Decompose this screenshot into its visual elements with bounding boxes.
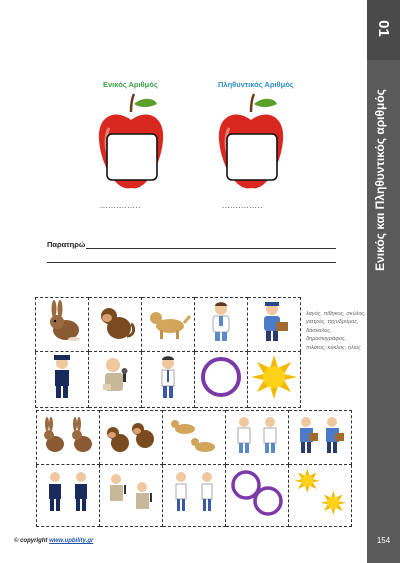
reporters-icon: [100, 465, 162, 521]
dogs-icon: [163, 411, 225, 459]
writing-line-2: [47, 262, 336, 263]
pilots-icon: [37, 465, 99, 521]
cell-rabbits: [37, 411, 100, 465]
cell-pilots: [37, 465, 100, 527]
postmen-icon: [289, 411, 351, 459]
doctor-icon: [195, 298, 247, 346]
plural-heading: Πληθυντικός Αριθμός: [218, 80, 294, 89]
cell-teachers: [163, 465, 226, 527]
cell-circle: [195, 352, 248, 408]
plural-answer-blank: ...............: [222, 201, 263, 210]
cell-postman: [248, 298, 301, 352]
cell-circles: [226, 465, 289, 527]
pilot-icon: [36, 352, 88, 402]
writing-line-1: [86, 248, 336, 249]
cell-suns: [289, 465, 352, 527]
postman-icon: [248, 298, 300, 346]
copyright-link[interactable]: www.upbility.gr: [49, 538, 94, 544]
teacher-icon: [142, 352, 194, 402]
copyright-text: © copyright: [14, 538, 48, 544]
cell-doctors: [226, 411, 289, 465]
chapter-title: Ενικός και Πληθυντικός αριθμός: [373, 89, 387, 271]
cell-postmen: [289, 411, 352, 465]
cell-rabbit: [36, 298, 89, 352]
singular-picture-grid: [35, 297, 301, 408]
cell-monkeys: [100, 411, 163, 465]
doctors-icon: [226, 411, 288, 459]
unit-number: 01: [375, 20, 392, 37]
cell-pilot: [36, 352, 89, 408]
circles-icon: [226, 465, 288, 521]
singular-heading: Ενικός Αριθμός: [103, 80, 158, 89]
reporter-icon: [89, 352, 141, 402]
apple-singular-illustration: [95, 92, 167, 197]
cell-doctor: [195, 298, 248, 352]
apple-plural-illustration: [215, 92, 287, 197]
cell-reporter: [89, 352, 142, 408]
teachers-icon: [163, 465, 225, 521]
cell-monkey: [89, 298, 142, 352]
cell-reporters: [100, 465, 163, 527]
dog-icon: [142, 298, 194, 346]
copyright-notice: [14, 538, 93, 544]
circle-icon: [195, 352, 247, 402]
cell-dogs: [163, 411, 226, 465]
word-list: λαγός, πίθηκος, σκύλος, γιατρός, ταχυδρόμος, δάσκαλος, δημοσιογράφος, πιλότος, κύκλος, ήλιος: [306, 311, 366, 351]
sun-icon: [248, 352, 300, 402]
rabbit-icon: [36, 298, 88, 346]
rabbits-icon: [37, 411, 99, 459]
suns-icon: [289, 465, 351, 521]
monkey-icon: [89, 298, 141, 346]
monkeys-icon: [100, 411, 162, 459]
page-number: 154: [376, 536, 391, 545]
plural-picture-grid: [36, 410, 352, 527]
singular-answer-blank: ...............: [100, 201, 141, 210]
cell-dog: [142, 298, 195, 352]
cell-sun: [248, 352, 301, 408]
observe-label: Παρατηρώ: [47, 240, 86, 249]
cell-teacher: [142, 352, 195, 408]
